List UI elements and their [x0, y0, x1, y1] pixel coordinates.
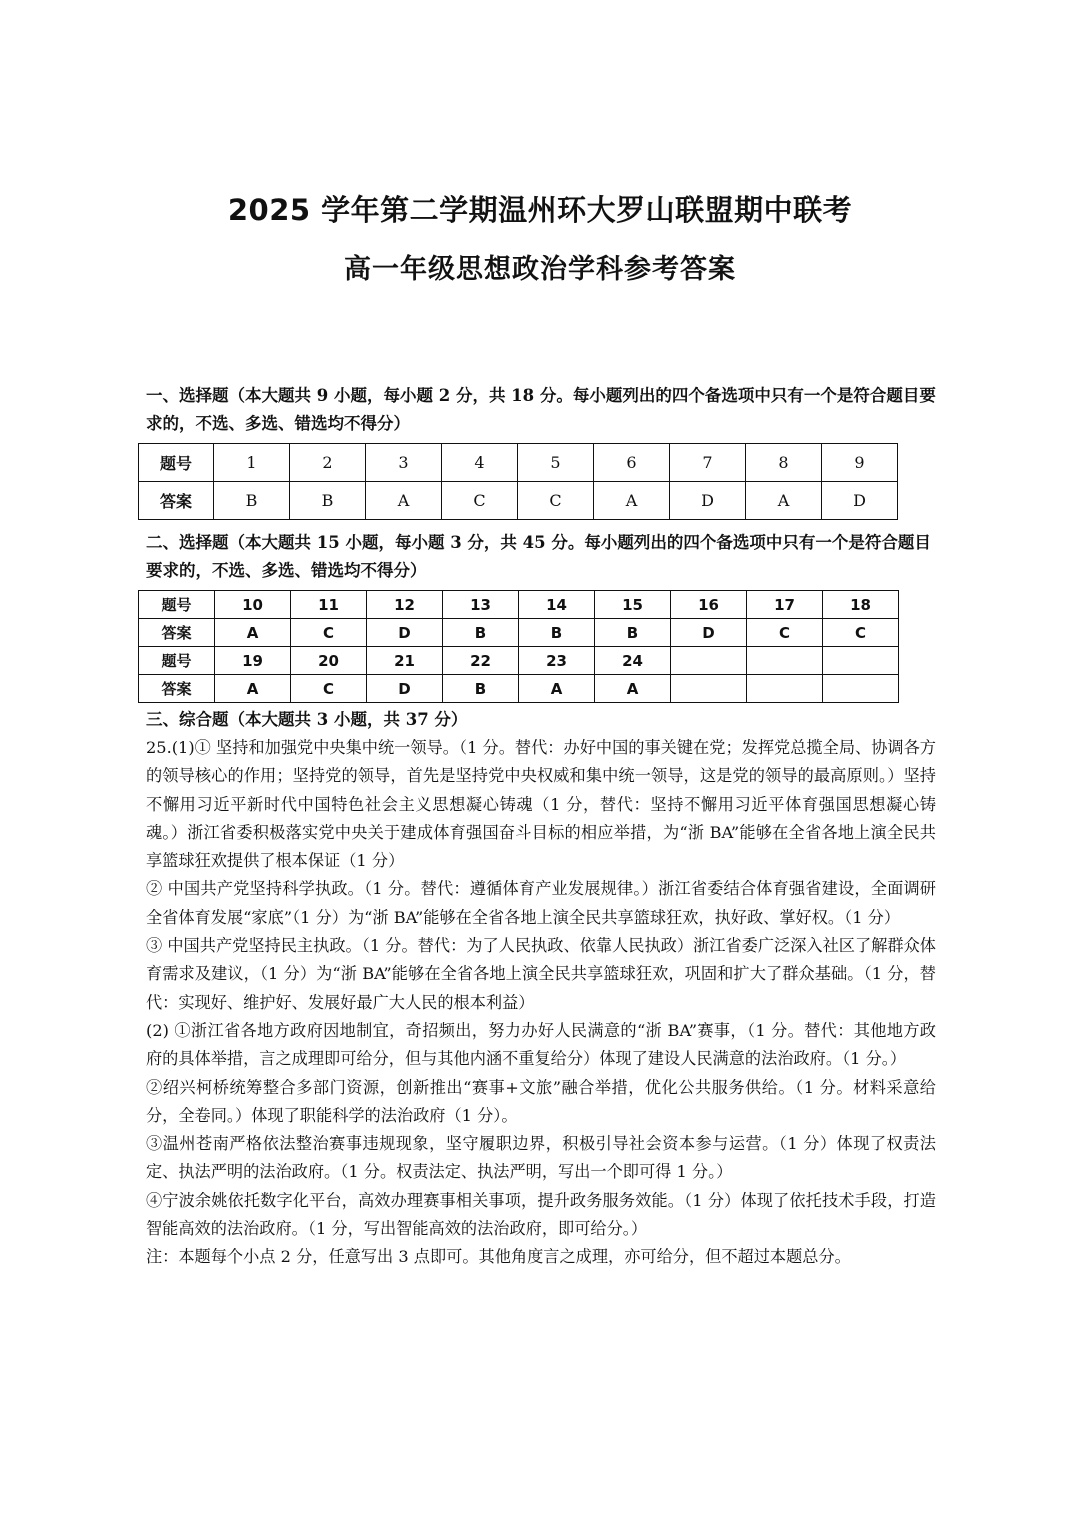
table-cell: D — [822, 482, 898, 520]
table-cell: 3 — [366, 444, 442, 482]
table-row — [139, 591, 899, 619]
answer-paragraph: (2) ①浙江省各地方政府因地制宜，奇招频出，努力办好人民满意的“浙 BA”赛事，（1 分。替代：其他地方政府的具体举措，言之成理即可给分，但与其他内涵不重复给分）体现了建设人民满意的法治政府。（1 分。） — [146, 1020, 936, 1069]
page-title: 2025 学年第二学期温州环大罗山联盟期中联考 — [227, 193, 853, 227]
table-row — [139, 444, 898, 482]
table-cell: D — [367, 675, 443, 703]
table-row-label: 题号 — [139, 444, 214, 482]
table-row-label: 题号 — [139, 647, 215, 675]
table-cell: C — [291, 675, 367, 703]
table-row — [139, 675, 899, 703]
table-row-label: 答案 — [139, 482, 214, 520]
table-cell: 11 — [291, 591, 367, 619]
table-cell: 2 — [290, 444, 366, 482]
table-cell: 16 — [671, 591, 747, 619]
answer-paragraph: ③ 中国共产党坚持民主执政。（1 分。替代：为了人民执政、依靠人民执政）浙江省委广泛深入社区了解群众体育需求及建议，（1 分）为“浙 BA”能够在全省各地上演全民共享篮球狂欢，巩固和扩大了群众基础。（1 分，替代：实现好、维护好、发展好最广大人民的根本利益） — [146, 936, 936, 1012]
table-cell: B — [443, 619, 519, 647]
table-row — [139, 647, 899, 675]
table-cell: A — [519, 675, 595, 703]
note-paragraph: 注：本题每个小点 2 分，任意写出 3 点即可。其他角度言之成理，亦可给分，但不超过本题总分。 — [146, 1247, 851, 1267]
answer-table-2 — [138, 590, 899, 703]
answer-paragraph: ④宁波余姚依托数字化平台，高效办理赛事相关事项，提升政务服务效能。（1 分）体现了依托技术手段，打造智能高效的法治政府。（1 分，写出智能高效的法治政府，即可给分。） — [146, 1190, 936, 1239]
table-cell: 22 — [443, 647, 519, 675]
section2-heading: 二、选择题（本大题共 15 小题，每小题 3 分，共 45 分。每小题列出的四个备选项中只有一个是符合题目要求的，不选、多选、错选均不得分） — [146, 533, 931, 580]
table-cell: B — [214, 482, 290, 520]
table-cell: C — [823, 619, 899, 647]
table-cell: C — [442, 482, 518, 520]
table-cell: C — [747, 619, 823, 647]
table-cell: 1 — [214, 444, 290, 482]
table-cell: C — [518, 482, 594, 520]
table-row-label: 题号 — [139, 591, 215, 619]
section3-body — [146, 734, 936, 1272]
answer-paragraph: 25.(1)① 坚持和加强党中央集中统一领导。（1 分。替代：办好中国的事关键在党；发挥党总揽全局、协调各方的领导核心的作用；坚持党的领导，首先是坚持党中央权威和集中统一领导，这是党的领导的最高原则。）坚持不懈用习近平新时代中国特色社会主义思想凝心铸魂（1 分，替代：坚持不懈用习近平体育强国思想凝心铸魂。）浙江省委积极落实党中央关于建成体育强国奋斗目标的相应举措，为“浙 BA”能够在全省各地上演全民共享篮球狂欢提供了根本保证（1 分） — [146, 738, 936, 871]
table-cell — [823, 647, 899, 675]
table-cell — [747, 675, 823, 703]
answer-paragraph: ③温州苍南严格依法整治赛事违规现象，坚守履职边界，积极引导社会资本参与运营。（1 分）体现了权责法定、执法严明的法治政府。（1 分。权责法定、执法严明，写出一个即可得 1 分。） — [146, 1134, 936, 1182]
table-cell: A — [746, 482, 822, 520]
table-cell: 4 — [442, 444, 518, 482]
answer-paragraph: ② 中国共产党坚持科学执政。（1 分。替代：遵循体育产业发展规律。）浙江省委结合体育强省建设，全面调研全省体育发展“家底”（1 分）为“浙 BA”能够在全省各地上演全民共享篮球狂欢，执好政、掌好权。（1 分） — [146, 879, 936, 927]
table-cell: A — [215, 619, 291, 647]
table-cell: 20 — [291, 647, 367, 675]
table-cell: A — [594, 482, 670, 520]
table-cell: 14 — [519, 591, 595, 619]
table-row — [139, 619, 899, 647]
table-cell: B — [595, 619, 671, 647]
answer-paragraph: ②绍兴柯桥统筹整合多部门资源，创新推出“赛事+文旅”融合举措，优化公共服务供给。（1 分。材料采意给分，全卷同。）体现了职能科学的法治政府（1 分）。 — [146, 1077, 936, 1125]
section3-heading: 三、综合题（本大题共 3 小题，共 37 分） — [146, 710, 468, 729]
page-subtitle: 高一年级思想政治学科参考答案 — [344, 254, 736, 285]
table-cell: 10 — [215, 591, 291, 619]
table-cell: 8 — [746, 444, 822, 482]
table-row-label: 答案 — [139, 619, 215, 647]
table-cell — [747, 647, 823, 675]
table-cell: 21 — [367, 647, 443, 675]
table-cell: C — [291, 619, 367, 647]
table-cell: 13 — [443, 591, 519, 619]
table-cell: 19 — [215, 647, 291, 675]
table-cell: D — [671, 619, 747, 647]
table-cell: 17 — [747, 591, 823, 619]
answer-table-1 — [138, 443, 898, 520]
table-row — [139, 482, 898, 520]
table-cell: D — [670, 482, 746, 520]
table-cell: 15 — [595, 591, 671, 619]
table-row-label: 答案 — [139, 675, 215, 703]
table-cell: A — [215, 675, 291, 703]
table-cell — [823, 675, 899, 703]
table-cell — [671, 675, 747, 703]
table-cell: B — [519, 619, 595, 647]
table-cell: B — [443, 675, 519, 703]
table-cell: D — [367, 619, 443, 647]
table-cell: 9 — [822, 444, 898, 482]
table-cell — [671, 647, 747, 675]
table-cell: A — [595, 675, 671, 703]
table-cell: B — [290, 482, 366, 520]
table-cell: 6 — [594, 444, 670, 482]
table-cell: 23 — [519, 647, 595, 675]
table-cell: 24 — [595, 647, 671, 675]
table-cell: 12 — [367, 591, 443, 619]
section1-heading: 一、选择题（本大题共 9 小题，每小题 2 分，共 18 分。每小题列出的四个备选项中只有一个是符合题目要求的，不选、多选、错选均不得分） — [146, 386, 936, 433]
table-cell: 5 — [518, 444, 594, 482]
table-cell: 7 — [670, 444, 746, 482]
table-cell: 18 — [823, 591, 899, 619]
table-cell: A — [366, 482, 442, 520]
